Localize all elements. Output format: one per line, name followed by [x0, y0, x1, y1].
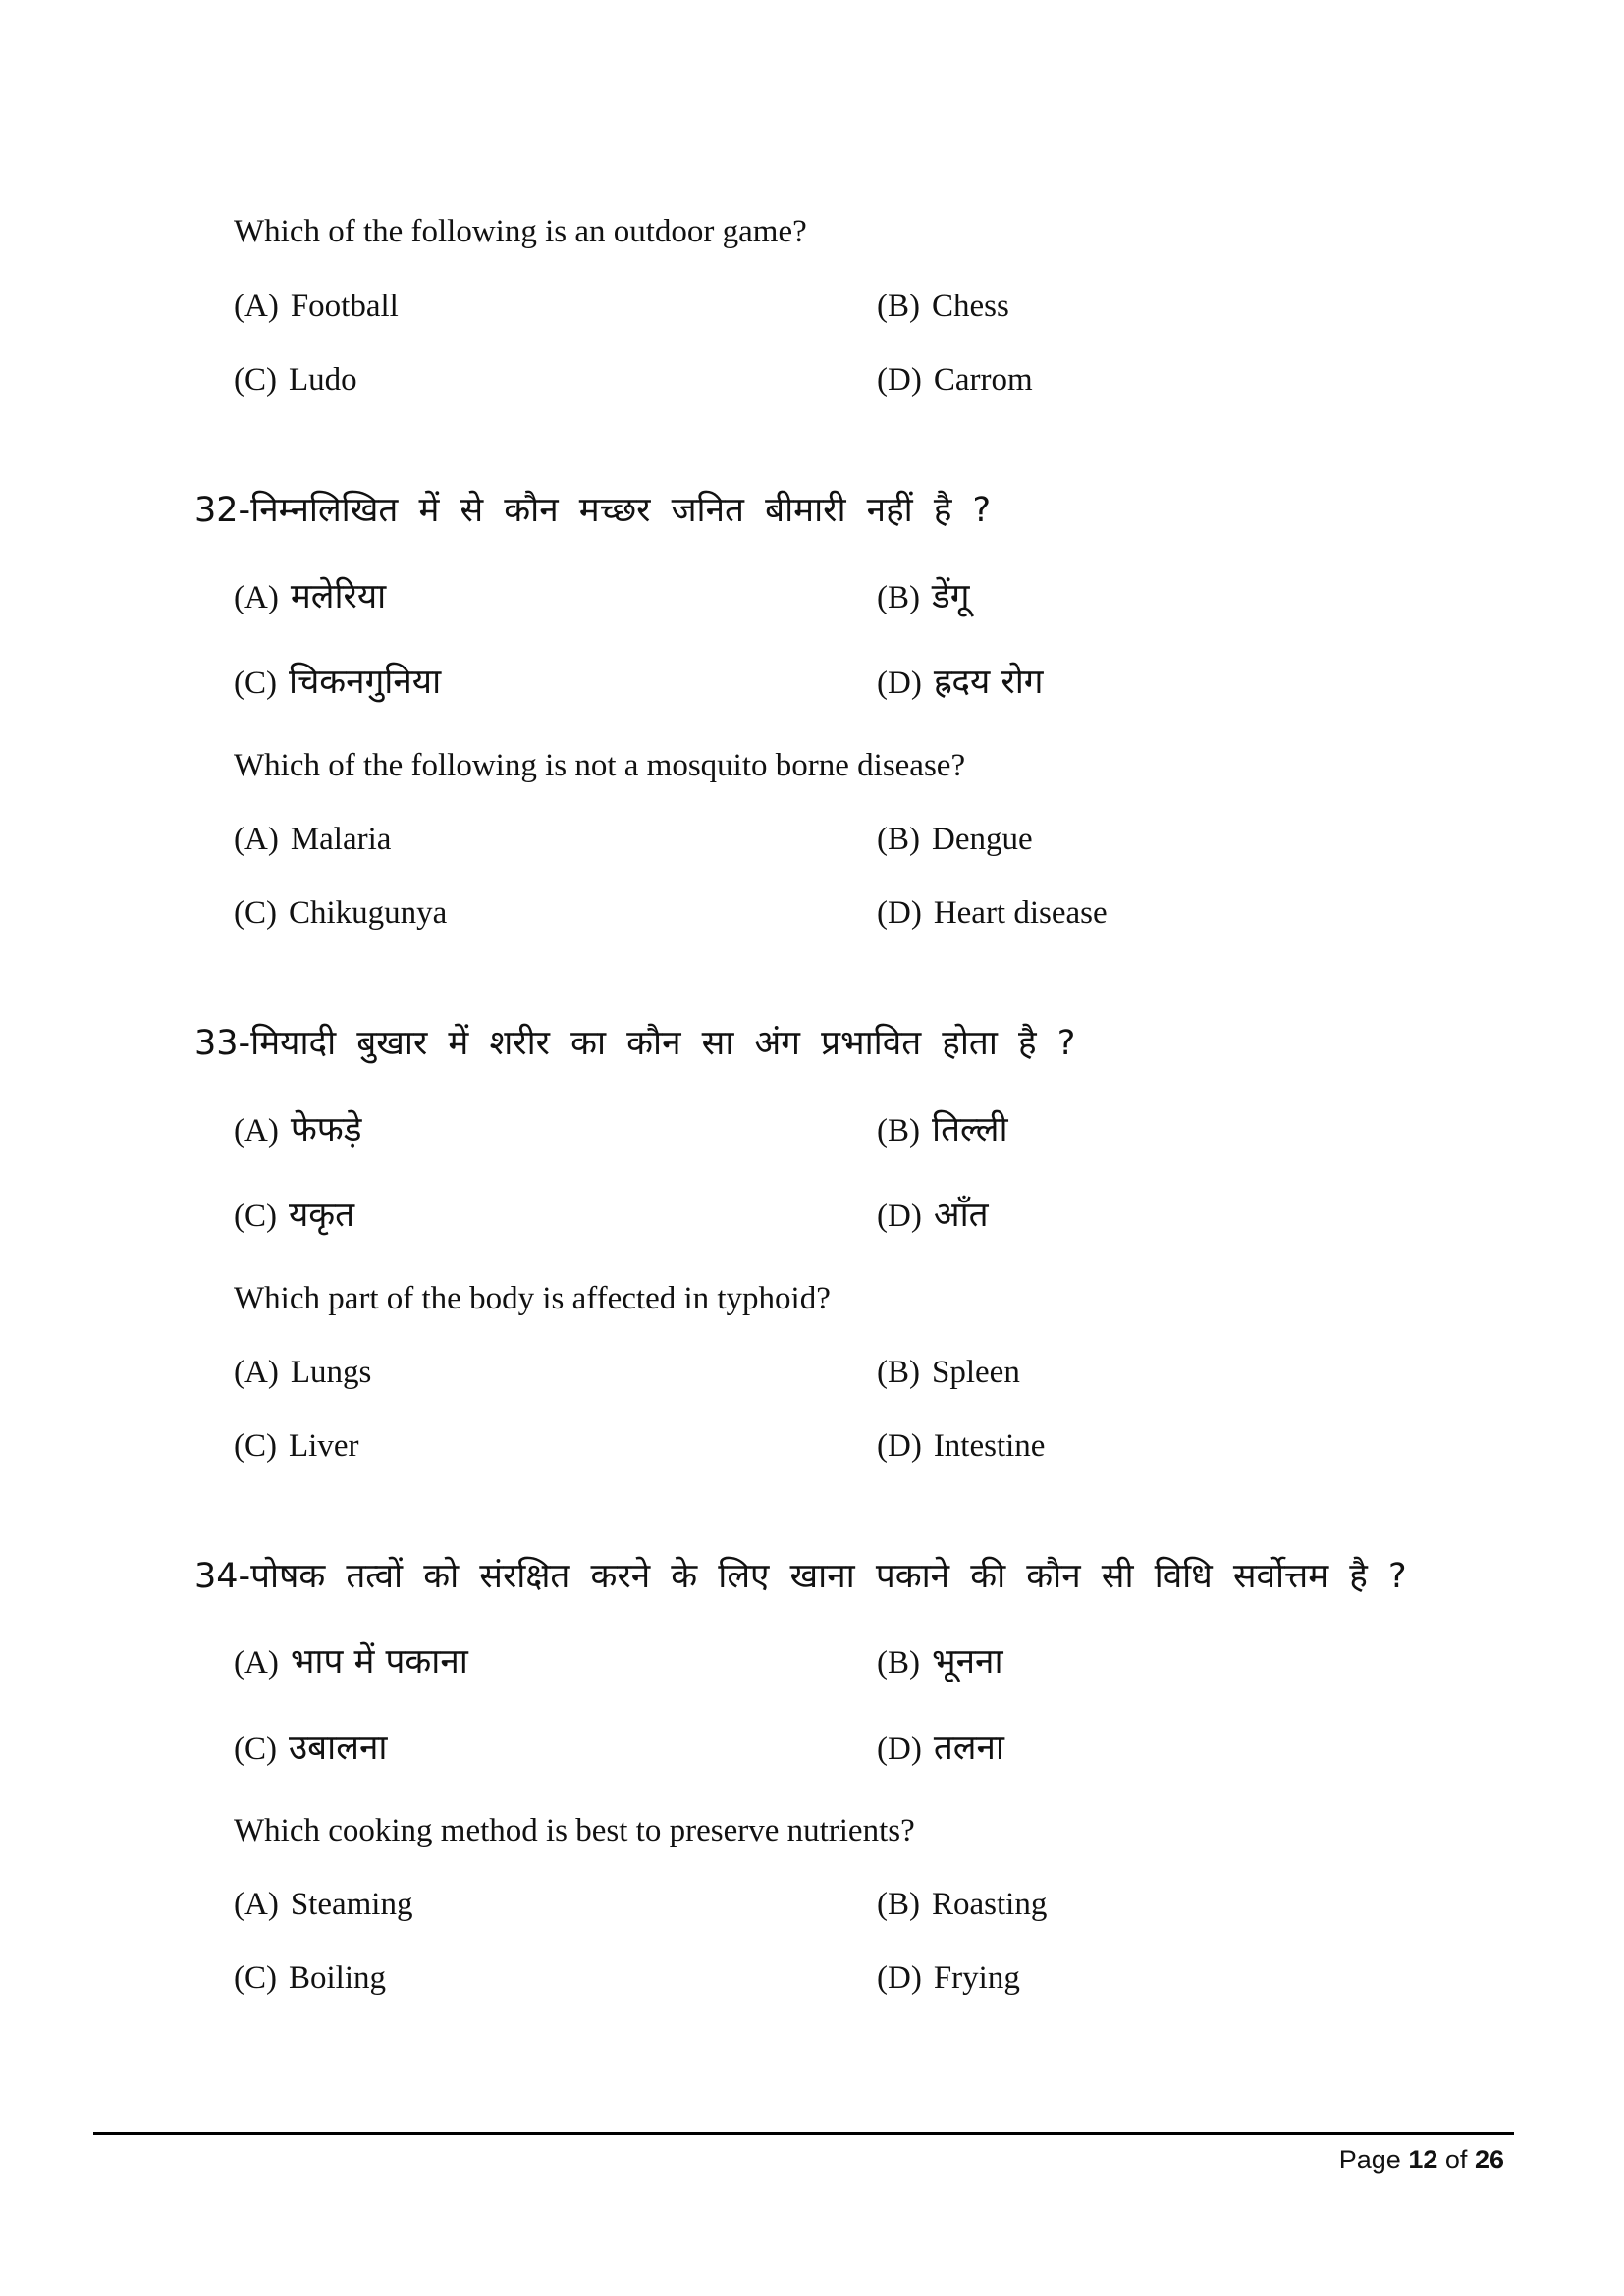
q31-english-option-d: (D) Carrom — [877, 362, 1033, 398]
q31-english-option-c: (C) Ludo — [234, 362, 357, 398]
q31-english-question: Which of the following is an outdoor game? — [234, 214, 807, 249]
q33-english-option-d: (D) Intestine — [877, 1428, 1046, 1464]
q33-hindi-option-d: (D) आँत — [877, 1196, 989, 1235]
q33-hindi-option-b: (B) तिल्ली — [877, 1110, 1008, 1149]
q34-hindi-option-c: (C) उबालना — [234, 1729, 388, 1768]
q34-english-option-b: (B) Roasting — [877, 1887, 1048, 1922]
q32-hindi-question: 32-निम्नलिखित में से कौन मच्छर जनित बीमारी नहीं है ? — [194, 491, 992, 530]
current-page: 12 — [1408, 2145, 1438, 2174]
q32-english-option-a: (A) Malaria — [234, 822, 392, 857]
q33-hindi-question: 33-मियादी बुखार में शरीर का कौन सा अंग प्रभावित होता है ? — [194, 1024, 1076, 1063]
q34-english-option-a: (A) Steaming — [234, 1887, 413, 1922]
q33-hindi-option-a: (A) फेफड़े — [234, 1110, 362, 1149]
page-word: Page — [1338, 2145, 1401, 2174]
q34-english-question: Which cooking method is best to preserve nutrients? — [234, 1813, 915, 1848]
q33-english-option-a: (A) Lungs — [234, 1355, 372, 1390]
footer-divider — [93, 2132, 1514, 2135]
total-pages: 26 — [1474, 2145, 1504, 2174]
q34-hindi-option-d: (D) तलना — [877, 1729, 1004, 1768]
q34-hindi-question: 34-पोषक तत्वों को संरक्षित करने के लिए खाना पकाने की कौन सी विधि सर्वोत्तम है ? — [194, 1557, 1407, 1596]
q32-hindi-option-b: (B) डेंगू — [877, 577, 970, 616]
q31-english-option-a: (A) Football — [234, 289, 399, 324]
q32-hindi-option-d: (D) ह्रदय रोग — [877, 663, 1044, 702]
q32-english-question: Which of the following is not a mosquito borne disease? — [234, 748, 966, 783]
page-number — [1339, 2142, 1504, 2177]
q34-hindi-option-b: (B) भूनना — [877, 1642, 1003, 1682]
q33-english-option-b: (B) Spleen — [877, 1355, 1020, 1390]
q32-english-option-b: (B) Dengue — [877, 822, 1033, 857]
q32-english-option-d: (D) Heart disease — [877, 895, 1108, 931]
q34-hindi-option-a: (A) भाप में पकाना — [234, 1642, 468, 1682]
of-word: of — [1444, 2145, 1468, 2174]
q32-english-option-c: (C) Chikugunya — [234, 895, 448, 931]
q34-english-option-c: (C) Boiling — [234, 1960, 387, 1996]
q33-hindi-option-c: (C) यकृत — [234, 1196, 355, 1235]
q33-english-option-c: (C) Liver — [234, 1428, 359, 1464]
q33-english-question: Which part of the body is affected in typhoid? — [234, 1281, 831, 1316]
q32-hindi-option-a: (A) मलेरिया — [234, 577, 387, 616]
q34-english-option-d: (D) Frying — [877, 1960, 1020, 1996]
q31-english-option-b: (B) Chess — [877, 289, 1009, 324]
q32-hindi-option-c: (C) चिकनगुनिया — [234, 663, 442, 702]
